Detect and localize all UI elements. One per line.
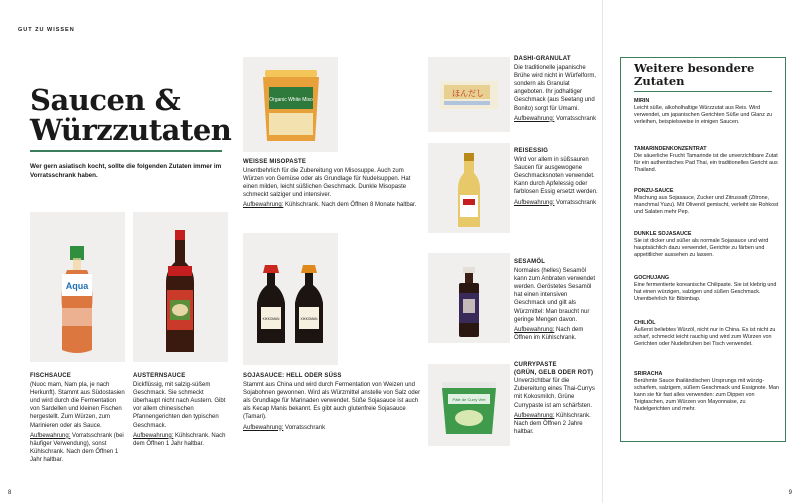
dashi-block [514, 56, 598, 125]
sojasauce-text: Stammt aus China und wird durch Fermentation von Weizen und Sojabohnen gewonnen. Wird als Würzmittel anstelle von Salz oder als Grundlage für Marinaden verwendet. Süße Sojasauce ist auch als Kecap Manis bekannt. Es gibt auch glutenfreie Sojasauce (Tamari). [243, 381, 421, 421]
fischsauce-heading: FISCHSAUCE [30, 373, 72, 379]
box-item-heading: DUNKLE SOJASAUCE [634, 231, 692, 237]
box-item-gochujang [634, 275, 782, 303]
fischsauce-block [30, 373, 126, 467]
misopaste-heading: WEISSE MISOPASTE [243, 159, 307, 165]
page-number-right: 9 [788, 490, 792, 496]
austernsauce-storage-value: Kühlschrank. Nach dem Öffnen 1 Jahr haltbar. [133, 432, 226, 447]
intro-text: Wer gern asiatisch kocht, sollte die folgenden Zutaten immer im Vorratsschrank haben. [30, 163, 222, 179]
currypaste-storage [514, 412, 598, 437]
austernsauce-photo [133, 212, 228, 362]
box-item-mirin [634, 98, 782, 126]
sesamoel-storage-value: Nach dem Öffnen im Kühlschrank. [514, 326, 584, 342]
reisessig-bottle-illustration [428, 143, 510, 233]
currypaste-heading: CURRYPASTE [514, 362, 557, 368]
box-item-heading: MIRIN [634, 98, 650, 104]
sesamoel-bottle-illustration [428, 253, 510, 343]
box-item-tamarinde [634, 146, 782, 174]
box-item-text: Berühmte Sauce thailändischen Ursprungs mit würzig-scharfem, salzigem, süßem Geschmack und Essignote. Man kann sie für fast alles verwenden: zum Dippen von Teigtaschen, zum Würzen von Mayonnaise, zu Nudelgerichten und mehr. [634, 378, 780, 412]
currypaste-tub-illustration [428, 364, 510, 446]
sojasauce-storage [243, 424, 423, 432]
dashi-photo [428, 57, 510, 132]
box-item-text: Die säuerliche Frucht Tamarinde ist die unverzichtbare Zutat für ein authentisches Pad Thai, ein traditionelles Gericht aus Thailand. [634, 153, 778, 173]
storage-label: Aufbewahrung: [243, 202, 284, 209]
box-item-text: Leicht süße, alkoholhaltige Würzzutat aus Reis. Wird verwendet, um japanischen Gerichten Süße und Glanz zu verleihen, beispielsweise in einigen Saucen. [634, 105, 773, 125]
misopaste-storage-value: Kühlschrank. Nach dem Öffnen 8 Monate haltbar. [285, 202, 417, 209]
sojasauce-heading: SOJASAUCE: HELL ODER SÜSS [243, 373, 342, 379]
sojasauce-storage-value: Vorratsschrank [285, 424, 326, 431]
storage-label: Aufbewahrung: [514, 412, 555, 419]
dashi-storage [514, 115, 598, 123]
reisessig-text: Wird vor allem in süßsauren Saucen für ausgewogene Geschmacksnoten verwendet. Kann durch Apfelessig oder farblosen Essig ersetzt werden. [514, 156, 598, 196]
reisessig-storage [514, 199, 598, 207]
storage-label: Aufbewahrung: [133, 432, 174, 439]
box-item-text: Mischung aus Sojasauce, Zucker und Zitrussaft (Zitrone, manchmal Yuzu). Mit Olivenöl gemischt, verleiht sie Rohkost und Salaten mehr Pep. [634, 195, 779, 215]
curry-label: Pâte de Curry Vert [452, 397, 486, 402]
sesamoel-heading: SESAMÖL [514, 259, 546, 265]
fischsauce-bottle-illustration [30, 212, 125, 362]
storage-label: Aufbewahrung: [243, 424, 284, 431]
fischsauce-photo [30, 212, 125, 362]
title-rule [30, 150, 222, 152]
box-item-heading: PONZU-SAUCE [634, 188, 674, 194]
austernsauce-text: Dickflüssig, mit salzig-süßem Geschmack. Sie schmeckt überhaupt nicht nach Austern. Gibt vor allem chinesischen Pfannengerichten den typischen Geschmack. [133, 381, 226, 429]
dashi-label: ほんだし [452, 89, 484, 98]
austernsauce-heading: AUSTERNSAUCE [133, 373, 186, 379]
currypaste-text: Unverzichtbar für die Zubereitung eines Thai-Currys mit Kokosmilch. Grüne Currypaste ist am schärfsten. [514, 378, 595, 409]
dashi-heading: DASHI-GRANULAT [514, 56, 571, 62]
page-gutter [602, 0, 603, 503]
fischsauce-text: (Nuoc mam, Nam pla, je nach Herkunft). Stammt aus Südostasien und wird durch die Fermentation von Sardellen und kleinen Fischen hergestellt. Zum Würzen, zum Marinieren oder als Sauce. [30, 381, 125, 429]
fischsauce-storage [30, 432, 126, 465]
sesamoel-block [514, 259, 598, 344]
box-item-heading: TAMARINDENKONZENTRAT [634, 146, 707, 152]
box-item-heading: CHILIÖL [634, 320, 656, 326]
sojasauce-photo [243, 233, 338, 365]
miso-label: Organic White Miso [269, 97, 313, 103]
misopaste-storage [243, 201, 423, 209]
kicker: GUT ZU WISSEN [18, 27, 75, 33]
dashi-pack-illustration [428, 57, 510, 132]
box-item-text: Sie ist dicker und süßer als normale Sojasauce und wird hauptsächlich dazu verwendet, Gerichte zu färben und appetitlicher aussehen zu lassen. [634, 238, 769, 258]
page-number-left: 8 [8, 490, 12, 496]
sesamoel-text: Normales (helles) Sesamöl kann zum Anbraten verwendet werden. Geröstetes Sesamöl hat einen intensiven Geschmack und gilt als Würzmittel: Man braucht nur geringe Mengen davon. [514, 267, 596, 323]
austernsauce-bottle-illustration [133, 212, 228, 362]
box-item-heading: GOCHUJANG [634, 275, 670, 281]
misopaste-block [243, 159, 423, 212]
box-title-rule [634, 91, 772, 92]
miso-tub-illustration [243, 57, 338, 152]
box-item-ponzu [634, 188, 782, 216]
sojasauce-block [243, 373, 423, 434]
misopaste-photo [243, 57, 338, 152]
sesamoel-storage [514, 326, 598, 342]
sesamoel-photo [428, 253, 510, 343]
dashi-text: Die traditionelle japanische Brühe wird nicht in Würfelform, sondern als Granulat angeboten. Ihr jodhaltiger Geschmack (aus Seetang und Bonito) sorgt für Umami. [514, 64, 597, 112]
misopaste-text: Unentbehrlich für die Zubereitung von Misosuppe. Auch zum Würzen von Gemüse oder als Grundlage für Nudelsuppen. Hat einen milden, leicht süßlichen Geschmack. Dunkle Misopaste schmeckt salziger und intensiver. [243, 167, 411, 199]
kikkoman-label-left: KIKKOMAN [262, 317, 280, 321]
box-item-sriracha [634, 371, 782, 413]
currypaste-photo [428, 364, 510, 446]
storage-label: Aufbewahrung: [514, 199, 555, 206]
currypaste-heading-2: (GRÜN, GELB ODER ROT) [514, 369, 594, 376]
fischsauce-storage-value: Vorratsschrank (bei häufiger Verwendung), sonst Kühlschrank. Nach dem Öffnen 1 Jahr haltbar. [30, 432, 124, 464]
storage-label: Aufbewahrung: [30, 432, 71, 439]
box-item-text: Eine fermentierte koreanische Chilipaste. Sie ist klebrig und hat einen würzigen, salzigen und süßen Geschmack. Unentbehrlich für Bibimbap. [634, 282, 777, 302]
aqua-label: Aqua [65, 281, 89, 291]
reisessig-block [514, 148, 598, 209]
kikkoman-bottles-illustration [243, 233, 338, 365]
austernsauce-block [133, 373, 231, 450]
currypaste-storage-value: Kühlschrank. Nach dem Öffnen 2 Jahre haltbar. [514, 412, 591, 436]
reisessig-photo [428, 143, 510, 233]
page-title [30, 85, 230, 145]
currypaste-block [514, 362, 598, 438]
kikkoman-label-right: KIKKOMAN [300, 317, 318, 321]
title-line-2: Würzzutaten [30, 113, 232, 147]
box-item-dunkle-sojasauce [634, 231, 782, 259]
austernsauce-storage [133, 432, 231, 448]
dashi-storage-value: Vorratsschrank [556, 115, 597, 122]
storage-label: Aufbewahrung: [514, 326, 555, 333]
box-item-heading: SRIRACHA [634, 371, 663, 377]
title-line-1: Saucen & [30, 83, 181, 117]
box-title: Weitere besondere Zutaten [634, 61, 755, 88]
reisessig-storage-value: Vorratsschrank [556, 199, 597, 206]
reisessig-heading: REISESSIG [514, 148, 549, 154]
box-item-chilioel [634, 320, 782, 348]
storage-label: Aufbewahrung: [514, 115, 555, 122]
box-item-text: Äußerst beliebtes Würzöl, nicht nur in China. Es ist nicht zu scharf, schmeckt leicht rauchig und wird zum Würzen von Gerichten oder Nudelbrühen bei Tisch verwendet. [634, 327, 776, 347]
